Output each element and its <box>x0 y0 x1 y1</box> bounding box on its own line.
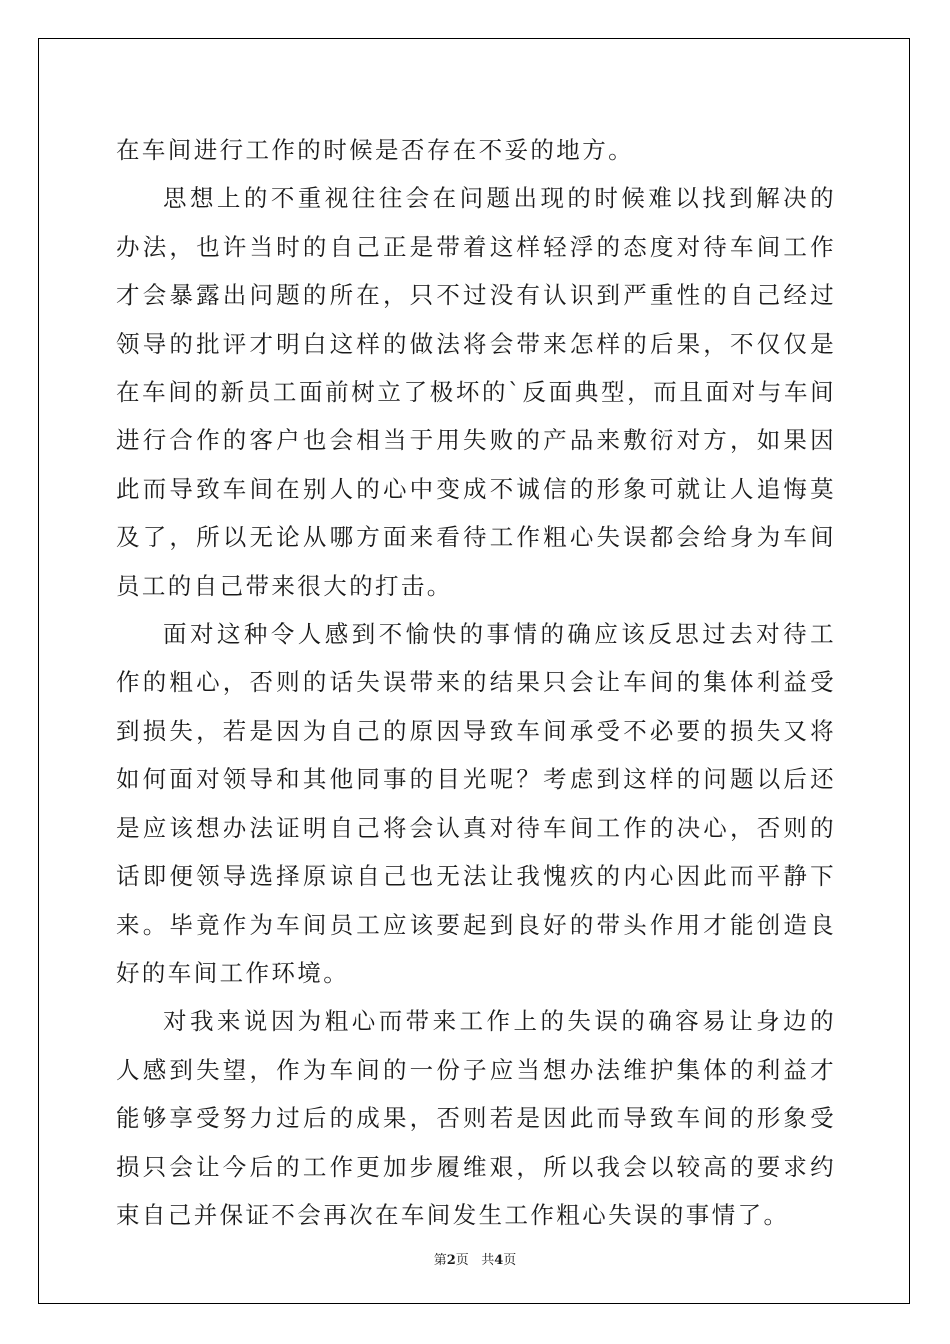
footer-page-prefix: 第 <box>433 1253 447 1268</box>
paragraph-4: 对我来说因为粗心而带来工作上的失误的确容易让身边的人感到失望，作为车间的一份子应当想办法维护集体的利益才能够享受努力过后的成果，否则若是因此而导致车间的形象受损只会让今后的工作更加步履维艰，所以我会以较高的要求约束自己并保证不会再次在车间发生工作粗心失误的事情了。 <box>116 1007 836 1229</box>
footer-total-pages: 4 <box>494 1253 504 1268</box>
footer-page-suffix: 页 <box>455 1253 469 1268</box>
paragraph-3: 面对这种令人感到不愉快的事情的确应该反思过去对待工作的粗心，否则的话失误带来的结果只会让车间的集体利益受到损失，若是因为自己的原因导致车间承受不必要的损失又将如何面对领导和其他同事的目光呢？考虑到这样的问题以后还是应该想办法证明自己将会认真对待车间工作的决心，否则的话即便领导选择原谅自己也无法让我愧疚的内心因此而平静下来。毕竟作为车间员工应该要起到良好的带头作用才能创造良好的车间工作环境。 <box>116 620 836 987</box>
paragraph-1: 在车间进行工作的时候是否存在不妥的地方。 <box>116 136 634 164</box>
footer-page-number: 2 <box>446 1253 456 1268</box>
document-body <box>116 126 836 1239</box>
footer-total-prefix: 共 <box>481 1253 495 1268</box>
page-footer <box>0 1249 950 1268</box>
footer-total-suffix: 页 <box>503 1253 517 1268</box>
footer-gap <box>469 1253 481 1268</box>
paragraph-2: 思想上的不重视往往会在问题出现的时候难以找到解决的办法，也许当时的自己正是带着这样轻浮的态度对待车间工作才会暴露出问题的所在，只不过没有认识到严重性的自己经过领导的批评才明白这样的做法将会带来怎样的后果，不仅仅是在车间的新员工面前树立了极坏的`反面典型，而且面对与车间进行合作的客户也会相当于用失败的产品来敷衍对方，如果因此而导致车间在别人的心中变成不诚信的形象可就让人追悔莫及了，所以无论从哪方面来看待工作粗心失误都会给身为车间员工的自己带来很大的打击。 <box>116 184 836 600</box>
